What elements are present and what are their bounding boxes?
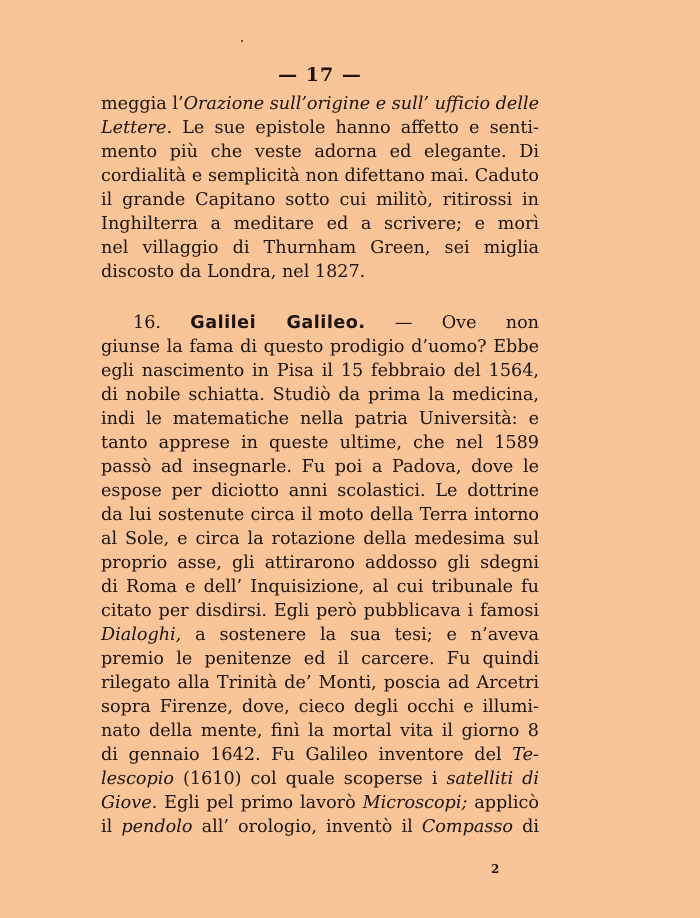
text-line: nato della mente, finì la mortal vita il giorno 8 [101, 721, 539, 741]
paper-speck [241, 40, 243, 42]
text-line: cordialità e semplicità non difettano mai. Caduto [101, 166, 539, 186]
text-line: meggia l’Orazione sull’origine e sull’ ufficio delle [101, 94, 540, 114]
text-line: il grande Capitano sotto cui militò, ritirossi in [101, 190, 539, 210]
text-line: di Roma e dell’ Inquisizione, al cui tribunale fu [101, 577, 539, 597]
text-line: il pendolo all’ orologio, inventò il Compasso di [101, 817, 539, 837]
text-line: discosto da Londra, nel 1827. [101, 262, 366, 282]
text-line: citato per disdirsi. Egli però pubblicava i famosi [101, 601, 539, 621]
text-line: premio le penitenze ed il carcere. Fu quindi [101, 649, 539, 669]
text-line: passò ad insegnarle. Fu poi a Padova, dove le [101, 457, 539, 477]
text-line: Dialoghi, a sostenere la sua tesi; e n’aveva [101, 625, 539, 645]
text-line: al Sole, e circa la rotazione della medesima sul [101, 529, 539, 549]
text-line: rilegato alla Trinità de’ Monti, poscia ad Arcetri [101, 673, 539, 693]
text-line: di gennaio 1642. Fu Galileo inventore del Te- [101, 745, 539, 765]
entry-heading-line: 16. Galilei Galileo. — Ove non [133, 313, 540, 333]
text-line: nel villaggio di Thurnham Green, sei miglia [101, 238, 539, 258]
page-number: — 17 — [278, 64, 362, 86]
text-line: Inghilterra a meditare ed a scrivere; e morì [101, 214, 539, 234]
text-line: lescopio (1610) col quale scoperse i satelliti di [101, 769, 539, 789]
signature-mark: 2 [491, 862, 500, 876]
entry-title: Galilei Galileo. [190, 313, 366, 333]
text-line: egli nascimento in Pisa il 15 febbraio del 1564, [101, 361, 539, 381]
text-line: mento più che veste adorna ed elegante. Di [101, 142, 539, 162]
text-line: Giove. Egli pel primo lavorò Microscopi; applicò [101, 793, 539, 813]
text-line: di nobile schiatta. Studiò da prima la medicina, [101, 385, 539, 405]
text-line: espose per diciotto anni scolastici. Le dottrine [101, 481, 539, 501]
text-line: tanto apprese in queste ultime, che nel 1589 [101, 433, 539, 453]
entry-number: 16. [133, 313, 161, 333]
text-line: giunse la fama di questo prodigio d’uomo? Ebbe [101, 337, 539, 357]
text-line: Lettere. Le sue epistole hanno affetto e senti- [101, 118, 539, 138]
text-line: proprio asse, gli attirarono addosso gli sdegni [101, 553, 539, 573]
text-line: da lui sostenute circa il moto della Terra intorno [101, 505, 539, 525]
text-line: sopra Firenze, dove, cieco degli occhi e illumi- [101, 697, 539, 717]
text-line: indi le matematiche nella patria Università: e [101, 409, 539, 429]
